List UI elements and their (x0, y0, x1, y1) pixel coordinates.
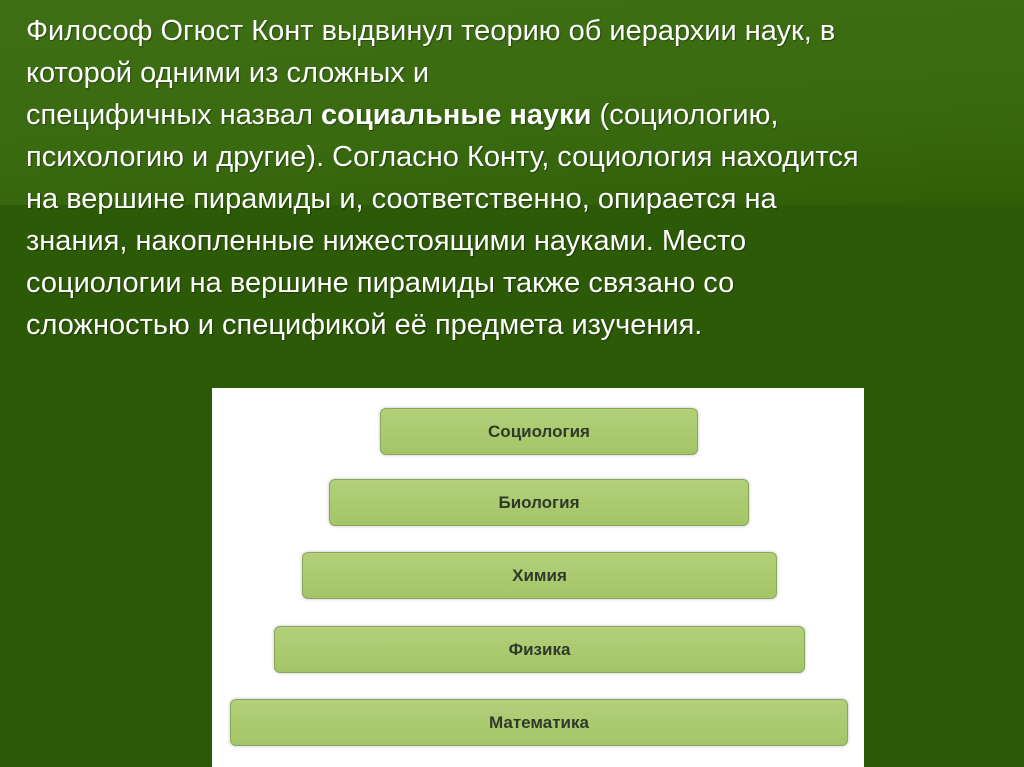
text-line-3-start: специфичных назвал (26, 99, 322, 131)
text-line-8: сложностью и спецификой её предмета изучения. (26, 309, 703, 341)
text-line-3-end: (социологию, (591, 99, 779, 131)
pyramid-diagram (212, 388, 864, 767)
text-line-6: знания, накопленные нижестоящими науками. Место (26, 225, 747, 257)
text-line-1: Философ Огюст Конт выдвинул теорию об иерархии наук, в (26, 15, 836, 47)
pyramid-level-mathematics: Математика (230, 699, 848, 746)
slide-body-text (26, 10, 1011, 346)
pyramid-level-biology: Биология (329, 479, 749, 526)
text-line-5: на вершине пирамиды и, соответственно, опирается на (26, 183, 777, 215)
text-line-2: которой одними из сложных и (26, 57, 430, 89)
highlight-social-sciences: социальные науки (321, 99, 592, 131)
pyramid-level-chemistry: Химия (302, 552, 777, 599)
pyramid-level-sociology: Социология (380, 408, 698, 455)
text-line-7: социологии на вершине пирамиды также связано со (26, 267, 735, 299)
text-line-4: психологию и другие). Согласно Конту, социология находится (26, 141, 859, 173)
pyramid-level-physics: Физика (274, 626, 805, 673)
